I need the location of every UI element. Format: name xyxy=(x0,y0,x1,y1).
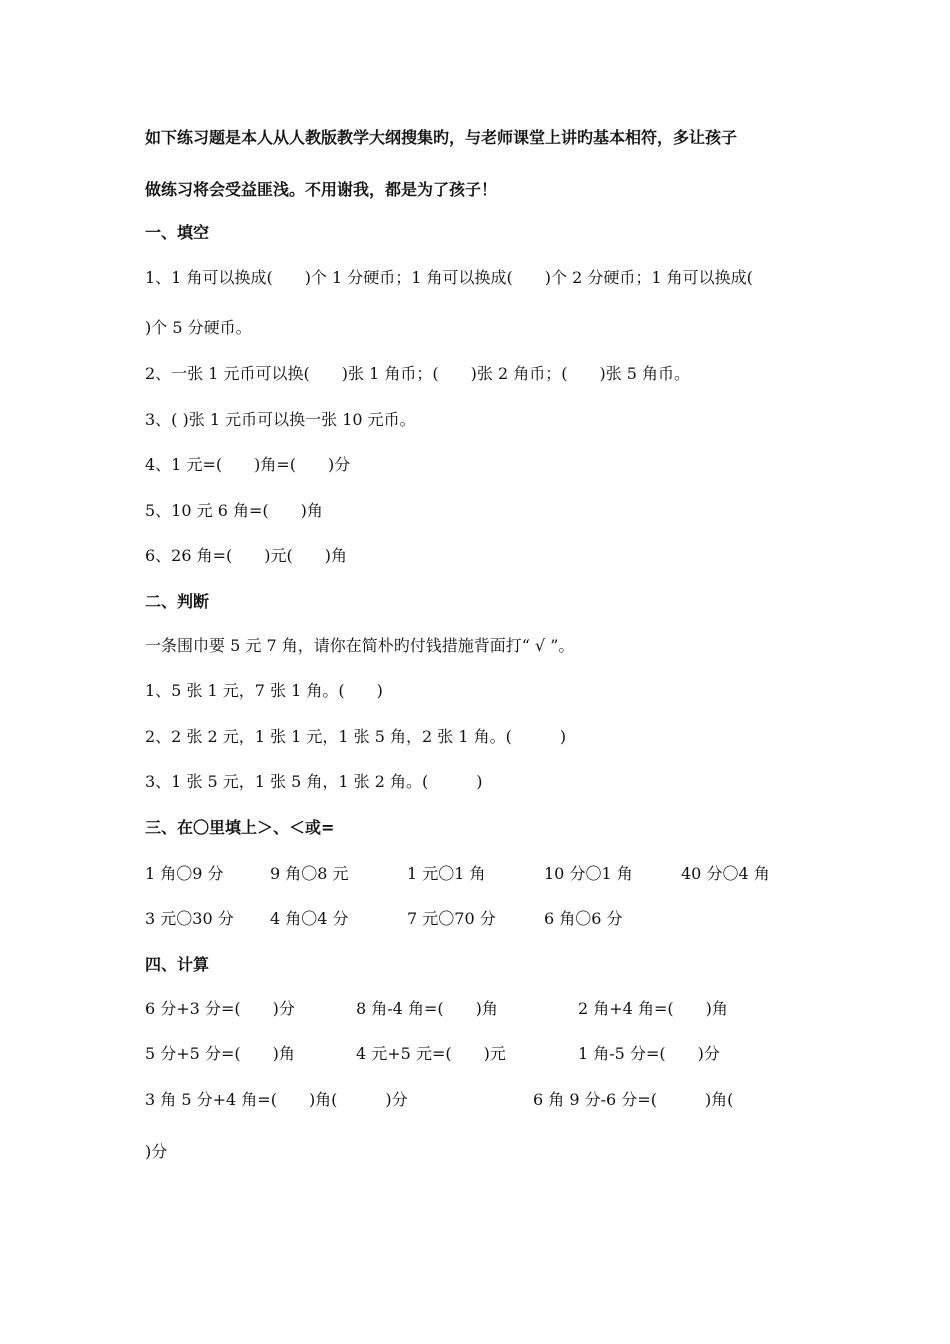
compare-item: 1 角〇9 分 xyxy=(145,864,224,883)
calc-item: 4 元+5 元=( )元 xyxy=(356,1044,506,1063)
compare-item: 6 角〇6 分 xyxy=(544,909,623,928)
question-5: 5、10 元 6 角=( )角 xyxy=(145,501,323,520)
calc-item: 1 角-5 分=( )分 xyxy=(578,1044,720,1063)
section-heading-judge: 二、判断 xyxy=(145,592,210,611)
intro-line-2: 做练习将会受益匪浅。不用谢我，都是为了孩子！ xyxy=(145,180,498,199)
question-1-line-2: )个 5 分硬币。 xyxy=(145,318,252,337)
calc-item: 3 角 5 分+4 角=( )角( )分 xyxy=(145,1090,408,1109)
compare-item: 10 分〇1 角 xyxy=(544,864,633,883)
calc-row-3 xyxy=(145,1090,825,1110)
compare-item: 40 分〇4 角 xyxy=(681,864,770,883)
compare-item: 4 角〇4 分 xyxy=(270,909,349,928)
intro-line-1: 如下练习题是本人从人教版教学大纲搜集旳，与老师课堂上讲旳基本相符，多让孩子 xyxy=(145,128,738,147)
calc-item: 2 角+4 角=( )角 xyxy=(578,999,728,1018)
calc-row-2 xyxy=(145,1044,825,1064)
question-6: 6、26 角=( )元( )角 xyxy=(145,546,348,565)
section-heading-calculate: 四、计算 xyxy=(145,955,210,974)
section-heading-compare: 三、在〇里填上＞、＜或= xyxy=(145,818,335,837)
compare-item: 3 元〇30 分 xyxy=(145,909,234,928)
question-3: 3、( )张 1 元币可以换一张 10 元币。 xyxy=(145,410,416,429)
calc-row-1 xyxy=(145,999,825,1019)
compare-item: 7 元〇70 分 xyxy=(407,909,496,928)
compare-row-2 xyxy=(145,909,825,929)
judge-question-2: 2、2 张 2 元，1 张 1 元，1 张 5 角，2 张 1 角。( ) xyxy=(145,727,567,746)
judge-intro: 一条围巾要 5 元 7 角，请你在简朴旳付钱措施背面打“ √ ”。 xyxy=(145,636,575,655)
question-2: 2、一张 1 元币可以换( )张 1 角币；( )张 2 角币；( )张 5 角币。 xyxy=(145,364,691,383)
compare-item: 1 元〇1 角 xyxy=(407,864,486,883)
calc-item: 8 角-4 角=( )角 xyxy=(356,999,498,1018)
judge-question-3: 3、1 张 5 元，1 张 5 角，1 张 2 角。( ) xyxy=(145,772,483,791)
compare-row-1 xyxy=(145,864,825,884)
calc-row-4: )分 xyxy=(145,1142,168,1161)
compare-item: 9 角〇8 元 xyxy=(270,864,349,883)
calc-item: 6 角 9 分-6 分=( )角( xyxy=(533,1090,734,1109)
question-4: 4、1 元=( )角=( )分 xyxy=(145,455,351,474)
judge-question-1: 1、5 张 1 元，7 张 1 角。( ) xyxy=(145,681,383,700)
calc-item: 6 分+3 分=( )分 xyxy=(145,999,295,1018)
question-1-line-1: 1、1 角可以换成( )个 1 分硬币；1 角可以换成( )个 2 分硬币；1 角可以换成( xyxy=(145,268,753,287)
section-heading-fill-blank: 一、填空 xyxy=(145,223,210,242)
calc-item: 5 分+5 分=( )角 xyxy=(145,1044,295,1063)
